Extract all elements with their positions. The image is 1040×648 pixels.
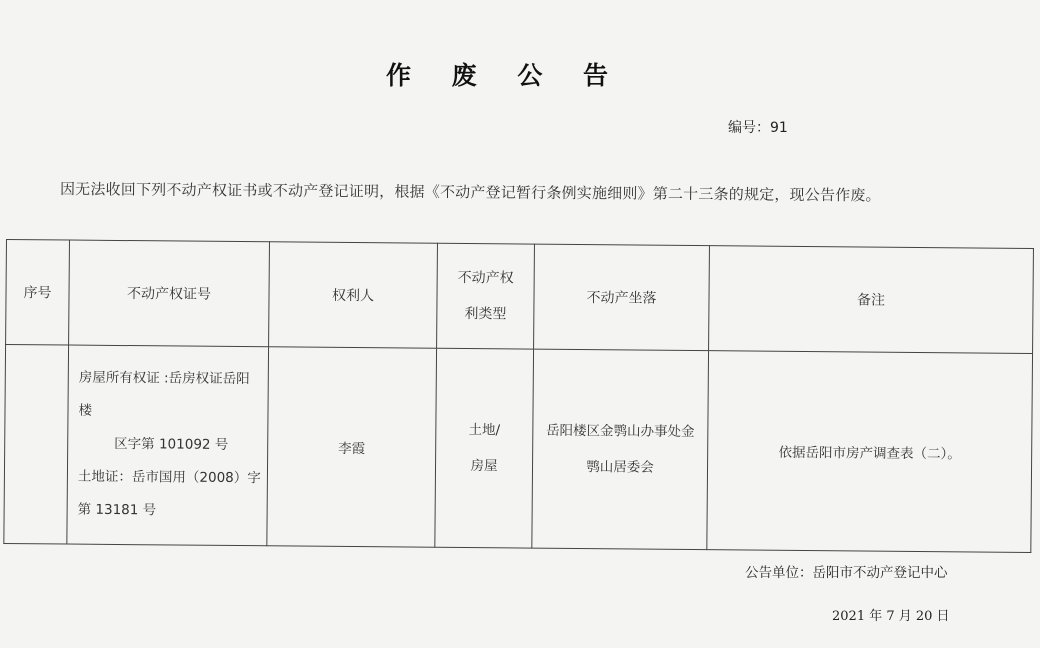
type-line-2: 房屋 (470, 457, 498, 475)
document-number: 编号：91 (728, 120, 788, 136)
cell-location (532, 349, 709, 550)
table-header-row (6, 240, 1034, 354)
location-line-2: 鹗山居委会 (586, 458, 654, 476)
type-line-1: 土地/ (468, 421, 501, 439)
header-location: 不动产坐落 (534, 244, 710, 350)
issue-date: 2021 年 7 月 20 日 (832, 609, 950, 624)
cancellation-table (3, 239, 1034, 553)
issuing-unit: 公告单位：岳阳市不动产登记中心 (745, 565, 948, 581)
cell-cert-no (67, 345, 269, 546)
header-right-type (437, 243, 535, 348)
header-holder: 权利人 (269, 242, 438, 348)
cert-line-2: 区字第 101092 号 (114, 436, 229, 454)
page-title: 作 废 公 告 (385, 61, 625, 90)
cell-holder: 李霞 (267, 346, 437, 547)
header-remark: 备注 (709, 246, 1034, 353)
cell-remark: 依据岳阳市房产调查表（二）。 (707, 350, 1033, 552)
location-line-1: 岳阳楼区金鹗山办事处金 (546, 422, 695, 440)
cert-line-4: 第 13181 号 (77, 501, 157, 519)
intro-paragraph: 因无法收回下列不动产权证书或不动产登记证明，根据《不动产登记暂行条例实施细则》第二十三条的规定，现公告作废。 (59, 180, 881, 205)
cell-right-type (435, 348, 534, 548)
cancellation-table-wrapper (3, 239, 1034, 553)
header-seq: 序号 (6, 240, 70, 345)
cert-line-1: 房屋所有权证 :岳房权证岳阳楼 (78, 369, 250, 420)
table-row (4, 344, 1033, 552)
header-cert-no: 不动产权证号 (69, 240, 270, 346)
header-right-type-line2: 利类型 (464, 305, 507, 323)
cert-line-3: 土地证：岳市国用（2008）字 (77, 468, 261, 487)
header-right-type-line1: 不动产权 (457, 269, 514, 287)
cell-seq (4, 344, 69, 544)
